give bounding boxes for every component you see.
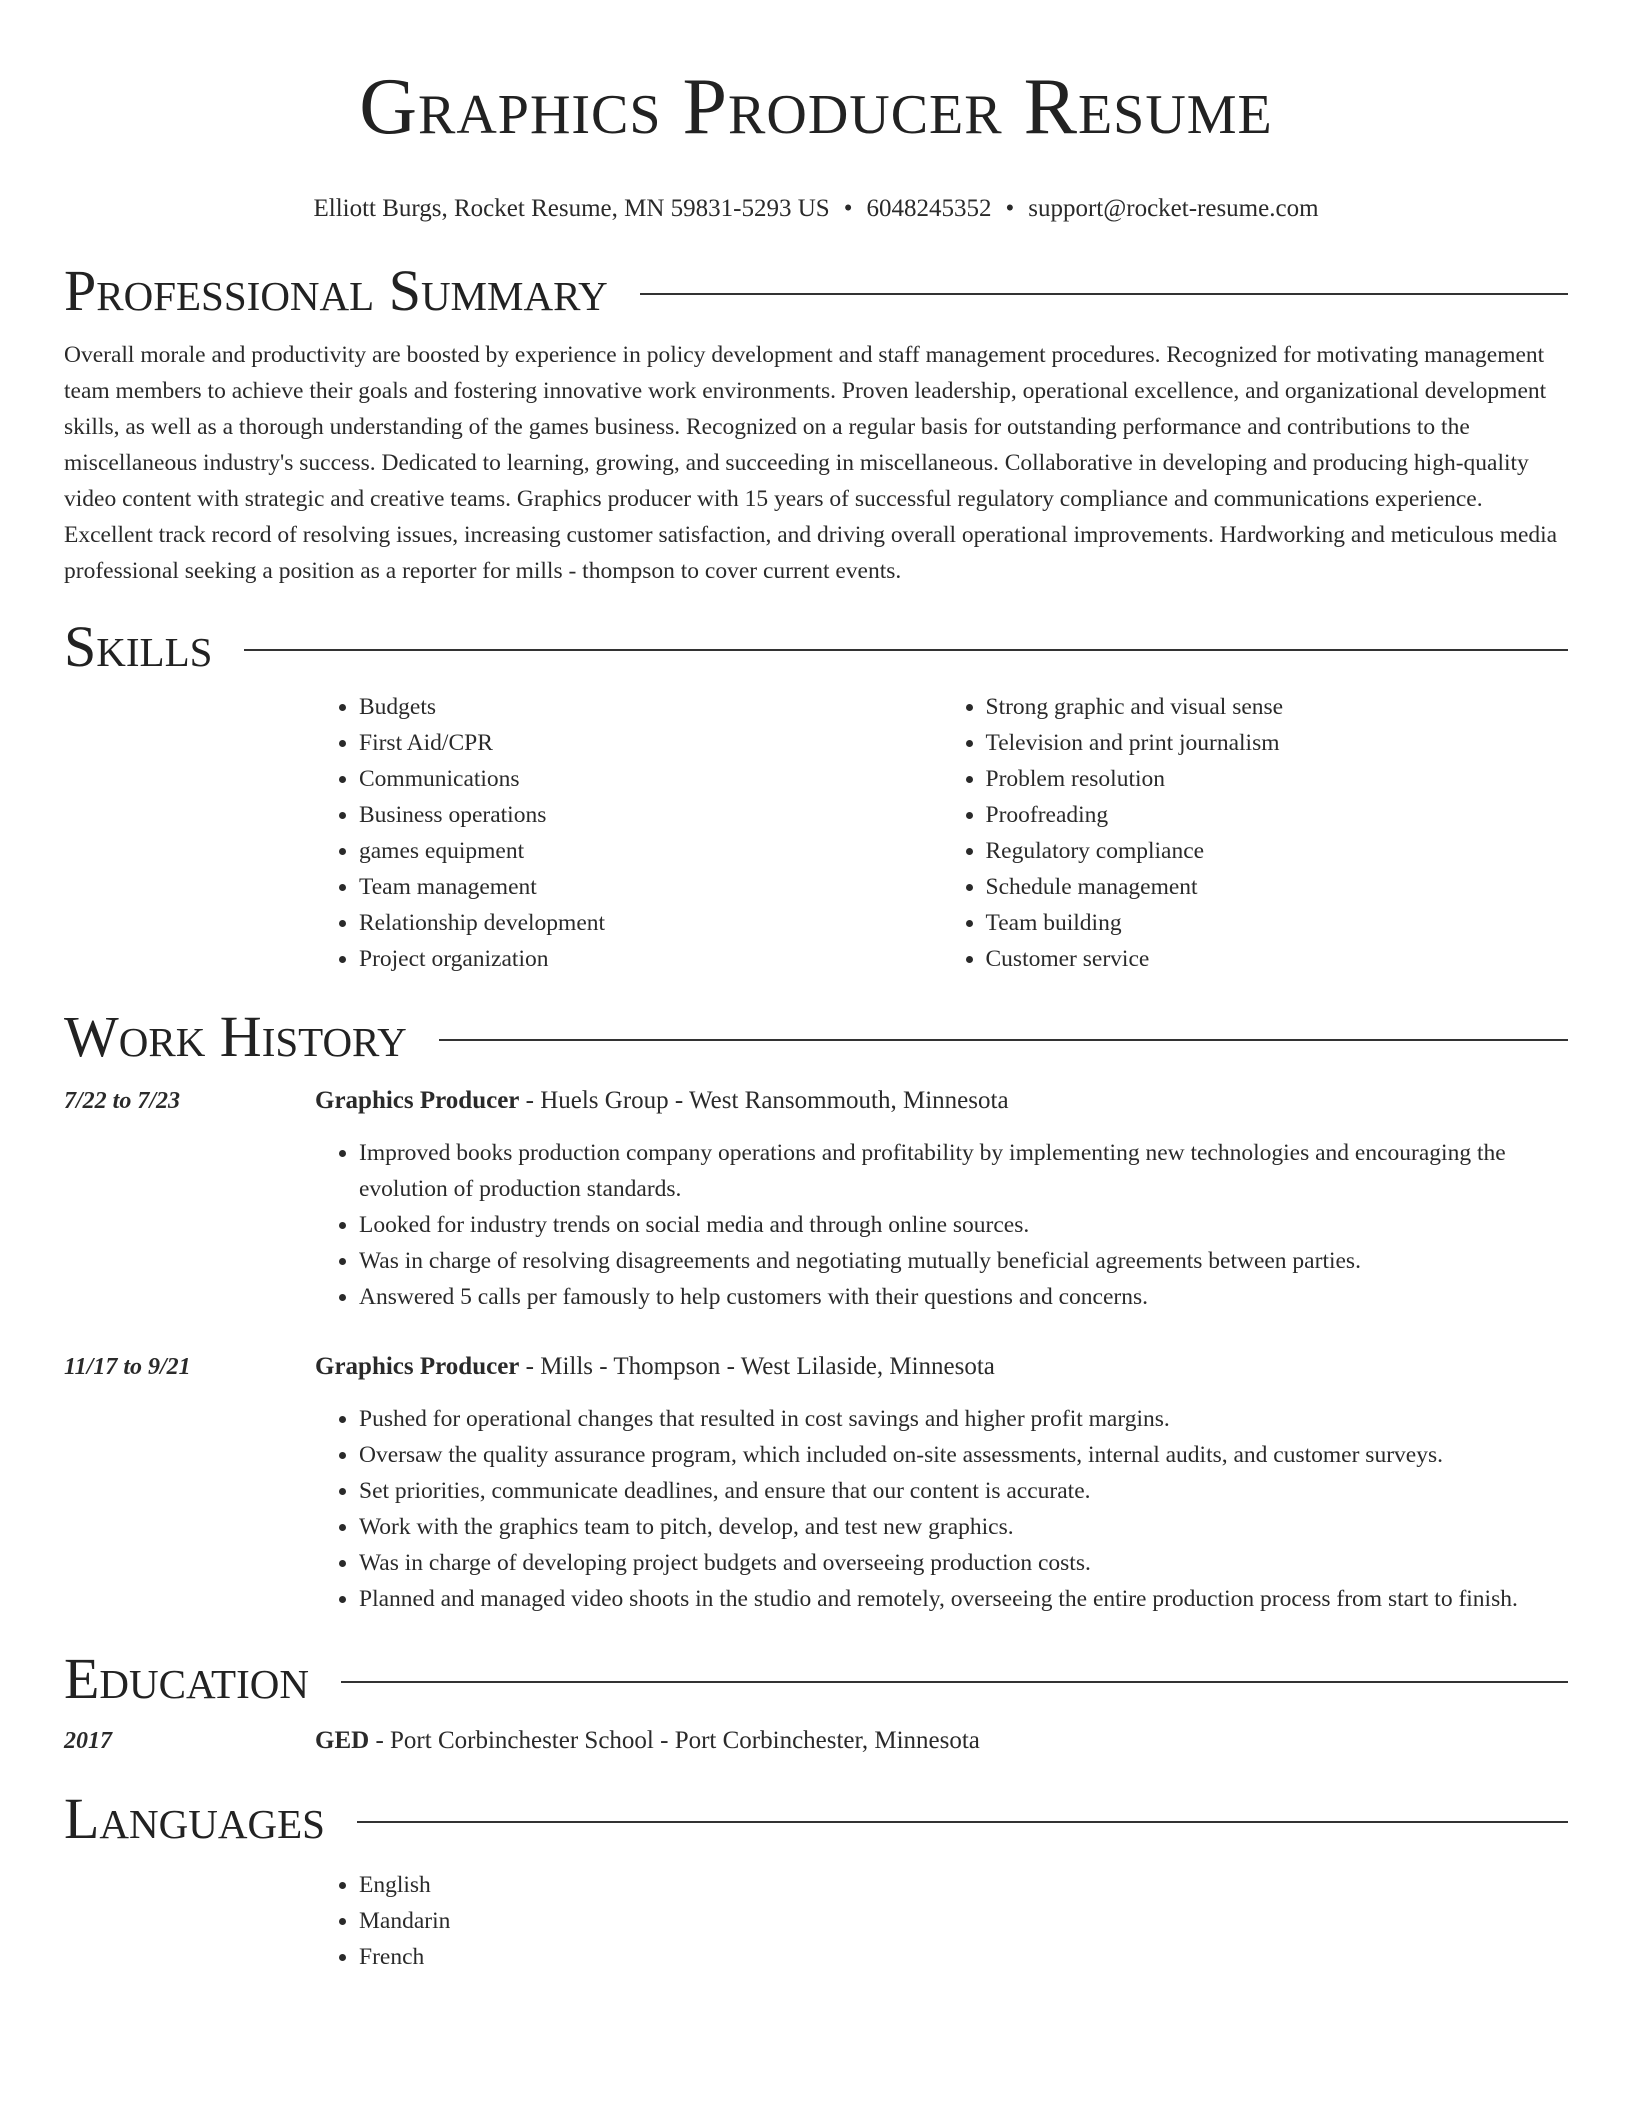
job-header <box>64 1083 1568 1119</box>
languages-list <box>315 1867 1568 1975</box>
skill-item: • Regulatory compliance <box>986 833 1569 869</box>
job-dates: 7/22 to 7/23 <box>64 1088 181 1114</box>
language-item: • French <box>359 1939 1568 1975</box>
job-bullet: • Pushed for operational changes that resulted in cost savings and higher profit margins. <box>359 1401 1568 1437</box>
section-heading: Work History <box>64 1004 407 1069</box>
skill-item: • Strong graphic and visual sense <box>986 689 1569 725</box>
job-entry <box>64 1349 1568 1617</box>
job-bullet: • Planned and managed video shoots in the studio and remotely, overseeing the entire production process from start to finish. <box>359 1581 1568 1617</box>
job-bullet: • Improved books production company operations and profitability by implementing new technologies and encouraging the evolution of production standards. <box>359 1135 1568 1207</box>
education-line <box>315 1723 980 1759</box>
skill-item: • Customer service <box>986 941 1569 977</box>
skills-section-header <box>64 615 1568 679</box>
skill-item: • Budgets <box>359 689 942 725</box>
section-heading: Professional Summary <box>64 258 608 323</box>
job-bullet: • Looked for industry trends on social media and through online sources. <box>359 1207 1568 1243</box>
skills-column-right <box>942 689 1569 977</box>
job-bullet: • Set priorities, communicate deadlines, and ensure that our content is accurate. <box>359 1473 1568 1509</box>
skill-item: • Problem resolution <box>986 761 1569 797</box>
job-bullet: • Was in charge of resolving disagreements and negotiating mutually beneficial agreements between parties. <box>359 1243 1568 1279</box>
section-divider <box>244 649 1568 651</box>
skill-item: • Television and print journalism <box>986 725 1569 761</box>
page-title: Graphics Producer Resume <box>359 63 1273 151</box>
job-title-line <box>315 1349 995 1385</box>
languages-section-header <box>64 1787 1568 1851</box>
job-employer: - Mills - Thompson - West Lilaside, Minnesota <box>519 1353 995 1380</box>
section-divider <box>439 1039 1568 1041</box>
summary-text: Overall morale and productivity are boosted by experience in policy development and staff management procedures. Recognized for motivating management team members to achieve their goals and fostering innovative work environments. Proven leadership, operational excellence, and organizational development skills, as well as a thorough understanding of the games business. Recognized on a regular basis for outstanding performance and contributions to the miscellaneous industry's success. Dedicated to learning, growing, and succeeding in miscellaneous. Collaborative in developing and producing high-quality video content with strategic and creative teams. Graphics producer with 15 years of successful regulatory compliance and communications experience. Excellent track record of resolving issues, increasing customer satisfaction, and driving overall operational improvements. Hardworking and meticulous media professional seeking a position as a reporter for mills - thompson to cover current events. <box>64 342 1558 584</box>
section-divider <box>640 293 1568 295</box>
skill-item: • Team building <box>986 905 1569 941</box>
contact-email: support@rocket-resume.com <box>1028 195 1319 222</box>
skills-column-left <box>315 689 942 977</box>
bullet-separator: • <box>843 195 853 222</box>
section-heading: Education <box>64 1646 309 1711</box>
skill-item: • games equipment <box>359 833 942 869</box>
section-divider <box>357 1821 1568 1823</box>
job-bullet: • Oversaw the quality assurance program, which included on-site assessments, internal audits, and customer surveys. <box>359 1437 1568 1473</box>
job-title: Graphics Producer <box>315 1353 520 1380</box>
skills-list <box>315 689 1568 977</box>
resume-page <box>64 0 1568 1975</box>
skill-item: • Schedule management <box>986 869 1569 905</box>
job-bullets <box>315 1135 1568 1315</box>
section-divider <box>341 1681 1568 1683</box>
education-year: 2017 <box>64 1728 112 1754</box>
job-header <box>64 1349 1568 1385</box>
skill-item: • Proofreading <box>986 797 1569 833</box>
job-bullet: • Was in charge of developing project budgets and overseeing production costs. <box>359 1545 1568 1581</box>
job-bullets <box>315 1401 1568 1617</box>
bullet-separator: • <box>1005 195 1015 222</box>
education-degree: GED <box>315 1727 370 1754</box>
job-employer: - Huels Group - West Ransommouth, Minnesota <box>519 1087 1009 1114</box>
skill-item: • Project organization <box>359 941 942 977</box>
job-dates: 11/17 to 9/21 <box>64 1354 191 1380</box>
work-section-header <box>64 1005 1568 1069</box>
language-item: • Mandarin <box>359 1903 1568 1939</box>
job-bullet: • Answered 5 calls per famously to help customers with their questions and concerns. <box>359 1279 1568 1315</box>
section-heading: Skills <box>64 614 213 679</box>
job-title: Graphics Producer <box>315 1087 520 1114</box>
contact-line <box>64 192 1568 226</box>
job-entry <box>64 1083 1568 1315</box>
skill-item: • Communications <box>359 761 942 797</box>
contact-address: Elliott Burgs, Rocket Resume, MN 59831-5293 US <box>313 195 830 222</box>
skill-item: • First Aid/CPR <box>359 725 942 761</box>
education-section-header <box>64 1647 1568 1711</box>
skill-item: • Relationship development <box>359 905 942 941</box>
job-bullet: • Work with the graphics team to pitch, develop, and test new graphics. <box>359 1509 1568 1545</box>
skill-item: • Team management <box>359 869 942 905</box>
education-school: - Port Corbinchester School - Port Corbinchester, Minnesota <box>369 1727 980 1754</box>
section-heading: Languages <box>64 1786 325 1851</box>
education-entry <box>64 1723 1568 1759</box>
job-title-line <box>315 1083 1009 1119</box>
skill-item: • Business operations <box>359 797 942 833</box>
summary-section-header <box>64 259 1568 323</box>
language-item: • English <box>359 1867 1568 1903</box>
contact-phone: 6048245352 <box>866 195 992 222</box>
